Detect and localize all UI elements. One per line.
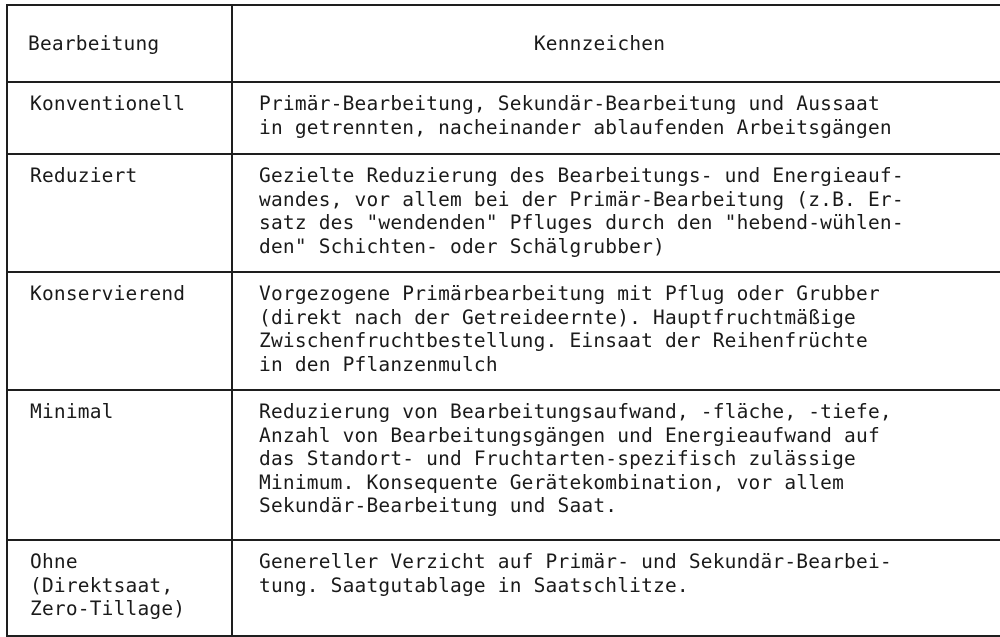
- description-cell: [232, 272, 1000, 390]
- description-line: das Standort- und Fruchtarten-spezifisch zulässige: [259, 447, 856, 470]
- description-line: wandes, vor allem bei der Primär-Bearbeitung (z.B. Er-: [259, 187, 904, 211]
- method-cell: [7, 154, 232, 272]
- method-line: Zero-Tillage): [30, 597, 186, 620]
- method-line: Reduziert: [30, 164, 138, 187]
- description-line: Sekundär-Bearbeitung und Saat.: [259, 494, 618, 517]
- method-cell: [7, 272, 232, 390]
- header-kennzeichen: Kennzeichen: [232, 5, 1000, 82]
- description-line: satz des "wendenden" Pfluges durch den "hebend-wühlen-: [259, 211, 904, 234]
- table-row: [7, 272, 1000, 390]
- description-cell: [232, 390, 1000, 540]
- method-line: (Direktsaat,: [30, 573, 174, 597]
- description-line: (direkt nach der Getreideernte). Hauptfruchtmäßige: [259, 305, 856, 329]
- tillage-table: [6, 4, 1000, 637]
- description-line: tung. Saatgutablage in Saatschlitze.: [259, 573, 689, 597]
- header-bearbeitung: Bearbeitung: [7, 5, 232, 82]
- method-cell: [7, 82, 232, 154]
- description-line: den" Schichten- oder Schälgrubber): [259, 234, 665, 258]
- description-cell: [232, 82, 1000, 154]
- method-line: Minimal: [30, 400, 114, 423]
- table-row: [7, 540, 1000, 636]
- description-line: in den Pflanzenmulch: [259, 352, 498, 376]
- table-row: [7, 390, 1000, 540]
- method-line: Konventionell: [30, 92, 186, 115]
- method-line: Konservierend: [30, 282, 186, 305]
- method-cell: [7, 540, 232, 636]
- method-line: Ohne: [30, 550, 78, 573]
- table-row: [7, 82, 1000, 154]
- description-line: in getrennten, nacheinander ablaufenden Arbeitsgängen: [259, 115, 892, 139]
- table-row: [7, 154, 1000, 272]
- method-cell: [7, 390, 232, 540]
- description-line: Vorgezogene Primärbearbeitung mit Pflug oder Grubber: [259, 282, 880, 305]
- description-line: Anzahl von Bearbeitungsgängen und Energieaufwand auf: [259, 423, 880, 447]
- description-cell: [232, 540, 1000, 636]
- description-line: Genereller Verzicht auf Primär- und Sekundär-Bearbei-: [259, 550, 892, 573]
- header-row: [7, 5, 1000, 82]
- description-line: Minimum. Konsequente Gerätekombination, vor allem: [259, 470, 845, 494]
- description-cell: [232, 154, 1000, 272]
- description-line: Zwischenfruchtbestellung. Einsaat der Reihenfrüchte: [259, 329, 868, 352]
- description-line: Reduzierung von Bearbeitungsaufwand, -fläche, -tiefe,: [259, 400, 892, 423]
- description-line: Gezielte Reduzierung des Bearbeitungs- und Energieauf-: [259, 164, 904, 187]
- description-line: Primär-Bearbeitung, Sekundär-Bearbeitung und Aussaat: [259, 92, 880, 115]
